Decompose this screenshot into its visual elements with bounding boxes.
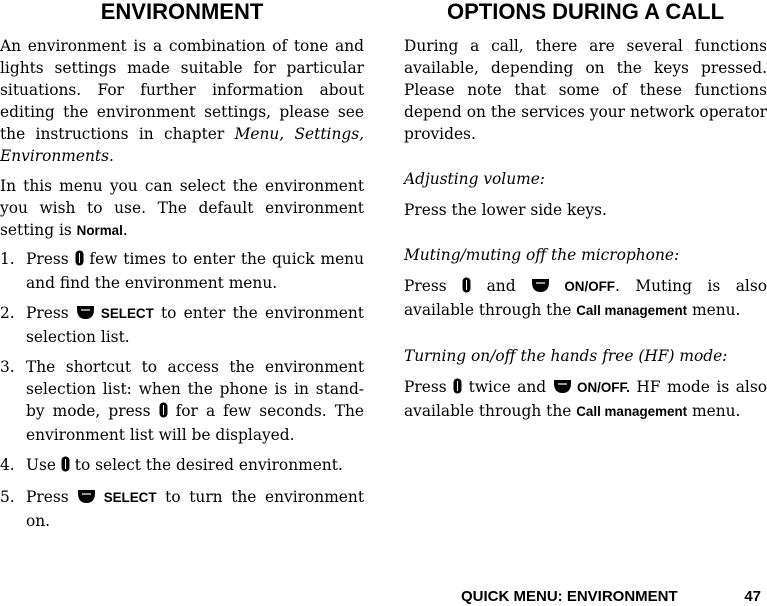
footer-section-title: QUICK MENU: ENVIRONMENT <box>461 588 678 605</box>
right-column <box>404 0 767 423</box>
options-heading: OPTIONS DURING A CALL <box>446 0 725 24</box>
on-off-label: ON/OFF <box>550 279 615 294</box>
chapter-reference: Menu, Settings, Environments <box>0 125 364 165</box>
softkey-icon <box>531 277 550 299</box>
step-2: 2. Press SELECT to enter the environment selection list. <box>0 304 364 346</box>
step-1: 1. Press few times to enter the quick menu and find the environment menu. <box>0 250 365 292</box>
side-key-icon <box>75 250 84 272</box>
side-key-icon <box>462 277 471 299</box>
page-footer <box>461 588 767 606</box>
environment-intro: An environment is a combination of tone and lights settings made suitable for particular situations. For further information about editing the environment settings, please see the instructions in chapter Menu, Settings, Environments. <box>0 37 364 165</box>
step-3: 3. The shortcut to access the environment selection list: when the phone is in stand-by mode, press for a few seconds. The environment list will be displayed. <box>0 358 364 444</box>
side-key-icon <box>453 378 462 400</box>
left-column <box>0 0 364 532</box>
on-off-label: ON/OFF. <box>571 380 630 395</box>
volume-subheading: Adjusting volume: <box>404 170 545 188</box>
call-management-label: Call management <box>576 404 688 419</box>
softkey-icon <box>77 488 96 510</box>
environment-heading: ENVIRONMENT <box>100 0 264 24</box>
select-label: SELECT <box>94 306 154 321</box>
softkey-icon <box>553 378 572 400</box>
options-intro: During a call, there are several functions available, depending on the keys pressed. Please note that some of these functions depend on the services your network operator provides. <box>404 37 767 143</box>
side-key-icon <box>159 402 168 424</box>
softkey-icon <box>76 304 95 326</box>
page-number: 47 <box>744 588 761 605</box>
mute-subheading: Muting/muting off the microphone: <box>404 246 680 264</box>
hf-text: Press twice and ON/OFF. HF mode is also available through the Call management menu. <box>404 378 767 420</box>
step-4: 4. Use to select the desired environment. <box>0 454 364 478</box>
step-5: 5. Press SELECT to turn the environment on. <box>0 488 365 530</box>
hf-subheading: Turning on/off the hands free (HF) mode: <box>404 347 728 365</box>
side-key-icon <box>61 456 70 478</box>
mute-text: Press and ON/OFF. Muting is also available through the Call management menu. <box>404 277 767 319</box>
call-management-label: Call management <box>576 303 688 318</box>
default-setting: Normal <box>76 223 123 238</box>
volume-text: Press the lower side keys. <box>404 201 607 219</box>
select-label: SELECT <box>96 490 157 505</box>
environment-description: In this menu you can select the environment you wish to use. The default environment setting is Normal. <box>0 177 364 239</box>
